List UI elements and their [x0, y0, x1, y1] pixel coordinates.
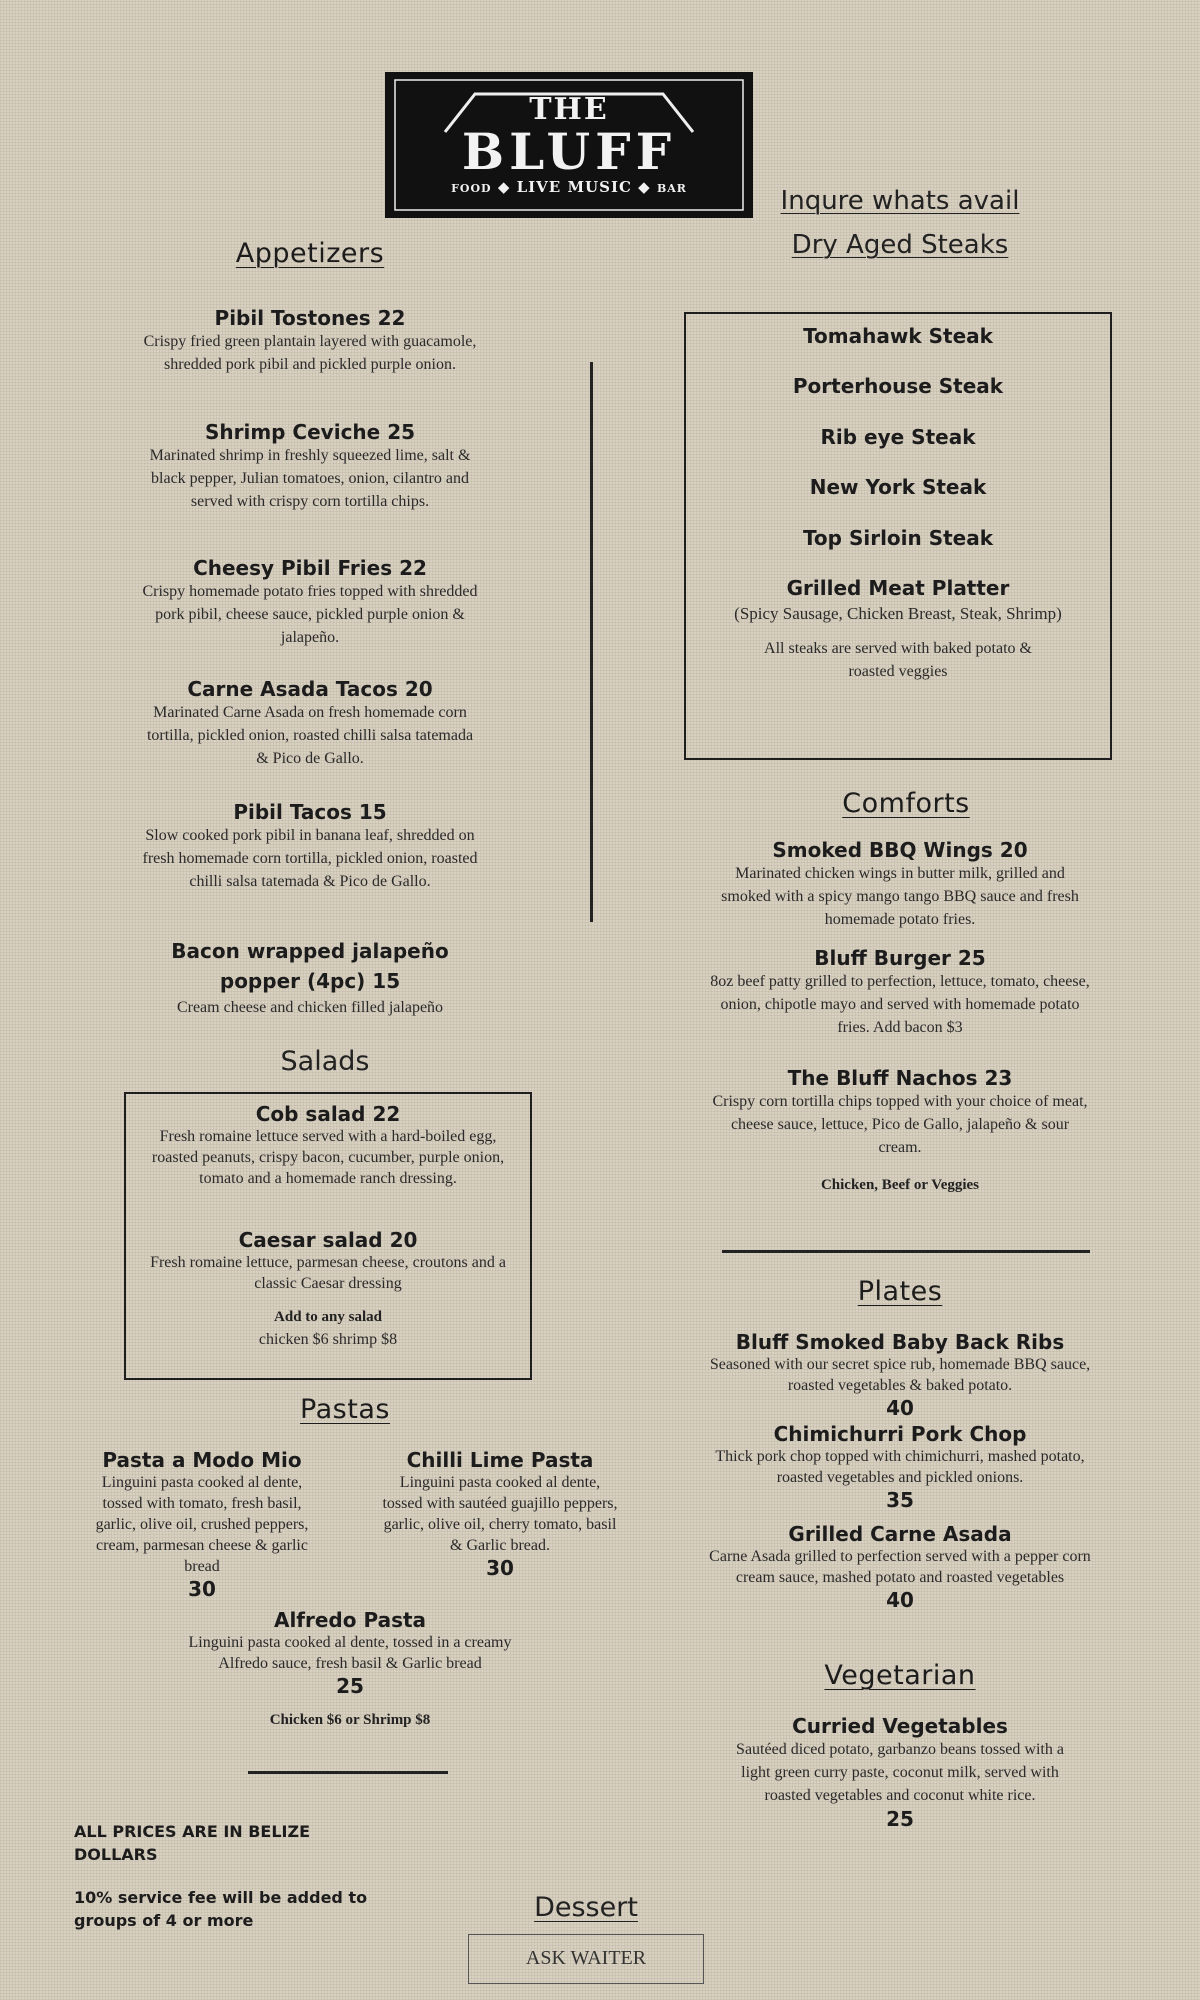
diamond-icon: ◆ — [638, 178, 651, 196]
menu-item — [140, 306, 480, 420]
logo-tagline — [385, 178, 753, 196]
item-name: Smoked BBQ Wings 20 — [772, 838, 1028, 862]
steak-item: Porterhouse Steak — [792, 374, 1004, 398]
appetizers-title: Appetizers — [235, 238, 385, 269]
item-desc: Fresh romaine lettuce, parmesan cheese, croutons and a classic Caesar dressing — [150, 1254, 506, 1292]
steak-item: New York Steak — [809, 475, 987, 499]
item-desc: Marinated Carne Asada on fresh homemade corn tortilla, pickled onion, roasted chilli salsa tatemada & Pico de Gallo. — [146, 704, 474, 767]
dessert-title: Dessert — [534, 1892, 638, 1923]
item-desc: Carne Asada grilled to perfection served with a pepper corn cream sauce, mashed potato and roasted vegetables — [709, 1548, 1091, 1586]
steaks-list — [690, 322, 1106, 683]
salad-addon-prices: chicken $6 shrimp $8 — [258, 1331, 398, 1348]
tagline-food: FOOD — [451, 182, 492, 195]
steak-item: Tomahawk Steak — [803, 324, 993, 348]
item-price: 30 — [188, 1577, 216, 1601]
appetizers-list — [140, 306, 480, 1019]
item-desc: Seasoned with our secret spice rub, homemade BBQ sauce, roasted vegetables & baked potato. — [709, 1356, 1091, 1394]
logo-the: THE — [529, 92, 609, 127]
menu-item — [710, 838, 1090, 946]
comforts-title: Comforts — [842, 788, 970, 819]
platter-name: Grilled Meat Platter — [786, 576, 1010, 600]
item-price: 40 — [886, 1588, 914, 1612]
pasta-addon: Chicken $6 or Shrimp $8 — [269, 1712, 431, 1728]
item-desc: Crispy fried green plantain layered with guacamole, shredded pork pibil and pickled purple onion. — [143, 333, 477, 373]
item-name: Pibil Tacos 15 — [233, 800, 387, 824]
pasta-item — [88, 1448, 316, 1601]
steaks-title: Dry Aged Steaks — [791, 230, 1009, 260]
steak-item: Rib eye Steak — [820, 425, 976, 449]
item-name: Bacon wrapped jalapeño popper (4pc) 15 — [171, 939, 449, 993]
item-name: Shrimp Ceviche 25 — [204, 420, 416, 444]
nachos-choice: Chicken, Beef or Veggies — [820, 1177, 980, 1193]
tagline-bar: BAR — [656, 182, 687, 195]
item-name: Pasta a Modo Mio — [102, 1448, 302, 1472]
item-desc: Linguini pasta cooked al dente, tossed in a creamy Alfredo sauce, fresh basil & Garlic bread — [188, 1634, 512, 1672]
item-name: Bluff Smoked Baby Back Ribs — [735, 1330, 1065, 1354]
menu-item — [700, 1330, 1100, 1422]
service-note: 10% service fee will be added to groups of 4 or more — [74, 1888, 368, 1930]
menu-item — [140, 556, 480, 677]
steak-item: Top Sirloin Steak — [802, 526, 994, 550]
vegetarian-title: Vegetarian — [824, 1660, 976, 1691]
item-desc: Sautéed diced potato, garbanzo beans tossed with a light green curry paste, coconut milk, served with roasted vegetables and coconut white rice. — [736, 1741, 1064, 1804]
item-desc: Slow cooked pork pibil in banana leaf, shredded on fresh homemade corn tortilla, pickled onion, roasted chilli salsa tatemada & Pico de Gallo. — [142, 827, 478, 890]
salads-list — [140, 1102, 516, 1351]
item-name: Curried Vegetables — [792, 1714, 1008, 1738]
menu-item — [700, 1522, 1100, 1612]
item-price: 40 — [886, 1396, 914, 1420]
item-name: Pibil Tostones 22 — [214, 306, 406, 330]
item-name: Cob salad 22 — [255, 1102, 401, 1126]
item-price: 25 — [336, 1674, 364, 1698]
menu-item — [140, 936, 480, 1019]
item-desc: Fresh romaine lettuce served with a hard-boiled egg, roasted peanuts, crispy bacon, cucumber, purple onion, tomato and a homemade ranch dressing. — [151, 1128, 505, 1187]
pasta-item — [380, 1448, 620, 1580]
dessert-label: ASK WAITER — [525, 1947, 647, 1969]
item-price: 30 — [486, 1556, 514, 1580]
item-name: Alfredo Pasta — [273, 1608, 427, 1632]
item-desc: Marinated chicken wings in butter milk, grilled and smoked with a spicy mango tango BBQ sauce and fresh homemade potato fries. — [721, 865, 1079, 928]
item-price: 35 — [886, 1488, 914, 1512]
inquire-text: Inqure whats avail — [780, 186, 1020, 216]
logo-name: BLUFF — [461, 122, 677, 181]
item-name: Grilled Carne Asada — [788, 1522, 1012, 1546]
menu-item — [710, 1066, 1090, 1194]
item-price: 25 — [886, 1807, 914, 1831]
pastas-title: Pastas — [300, 1394, 390, 1425]
menu-item — [140, 1102, 516, 1228]
salad-addon-label: Add to any salad — [274, 1309, 382, 1325]
menu-item — [140, 677, 480, 800]
plates-list — [700, 1330, 1100, 1612]
pasta-item — [160, 1608, 540, 1729]
prices-note: ALL PRICES ARE IN BELIZE DOLLARS — [74, 1822, 311, 1864]
tagline-music: LIVE MUSIC — [516, 178, 632, 196]
menu-item — [700, 1422, 1100, 1522]
item-desc: Crispy corn tortilla chips topped with your choice of meat, cheese sauce, lettuce, Pico de Gallo, jalapeño & sour cream. — [712, 1093, 1088, 1156]
column-divider — [590, 362, 593, 922]
item-desc: Linguini pasta cooked al dente, tossed with tomato, fresh basil, garlic, olive oil, crushed peppers, cream, parmesan cheese & garlic bread — [95, 1474, 309, 1575]
steaks-note: All steaks are served with baked potato & roasted veggies — [764, 640, 1032, 680]
dessert-box — [468, 1934, 704, 1984]
salads-title: Salads — [280, 1046, 370, 1077]
item-desc: Thick pork chop topped with chimichurri, mashed potato, roasted vegetables and pickled onions. — [715, 1448, 1085, 1486]
menu-item — [710, 946, 1090, 1066]
item-name: Carne Asada Tacos 20 — [187, 677, 433, 701]
menu-item — [140, 800, 480, 936]
diamond-icon: ◆ — [497, 178, 511, 196]
item-desc: Crispy homemade potato fries topped with shredded pork pibil, cheese sauce, pickled purple onion & jalapeño. — [142, 583, 478, 646]
item-desc: Marinated shrimp in freshly squeezed lime, salt & black pepper, Julian tomatoes, onion, cilantro and served with crispy corn tortilla chips. — [149, 447, 471, 510]
item-desc: 8oz beef patty grilled to perfection, lettuce, tomato, cheese, onion, chipotle mayo and served with homemade potato fries. Add bacon $3 — [710, 973, 1090, 1036]
item-name: Cheesy Pibil Fries 22 — [193, 556, 427, 580]
menu-item — [140, 420, 480, 556]
item-name: Caesar salad 20 — [238, 1228, 418, 1252]
vegetarian-list — [730, 1714, 1070, 1831]
item-desc: Linguini pasta cooked al dente, tossed with sautéed guajillo peppers, garlic, olive oil, cherry tomato, basil & Garlic bread. — [382, 1474, 618, 1554]
item-name: The Bluff Nachos 23 — [787, 1066, 1013, 1090]
menu-item — [140, 1228, 516, 1306]
item-name: Chimichurri Pork Chop — [773, 1422, 1027, 1446]
plates-title: Plates — [857, 1276, 943, 1307]
comforts-divider — [722, 1250, 1090, 1253]
comforts-list — [710, 838, 1090, 1194]
logo — [385, 72, 753, 218]
pastas-divider — [248, 1771, 448, 1774]
item-desc: Cream cheese and chicken filled jalapeño — [176, 999, 444, 1016]
platter-desc: (Spicy Sausage, Chicken Breast, Steak, Shrimp) — [734, 604, 1062, 623]
item-name: Bluff Burger 25 — [814, 946, 986, 970]
item-name: Chilli Lime Pasta — [406, 1448, 594, 1472]
